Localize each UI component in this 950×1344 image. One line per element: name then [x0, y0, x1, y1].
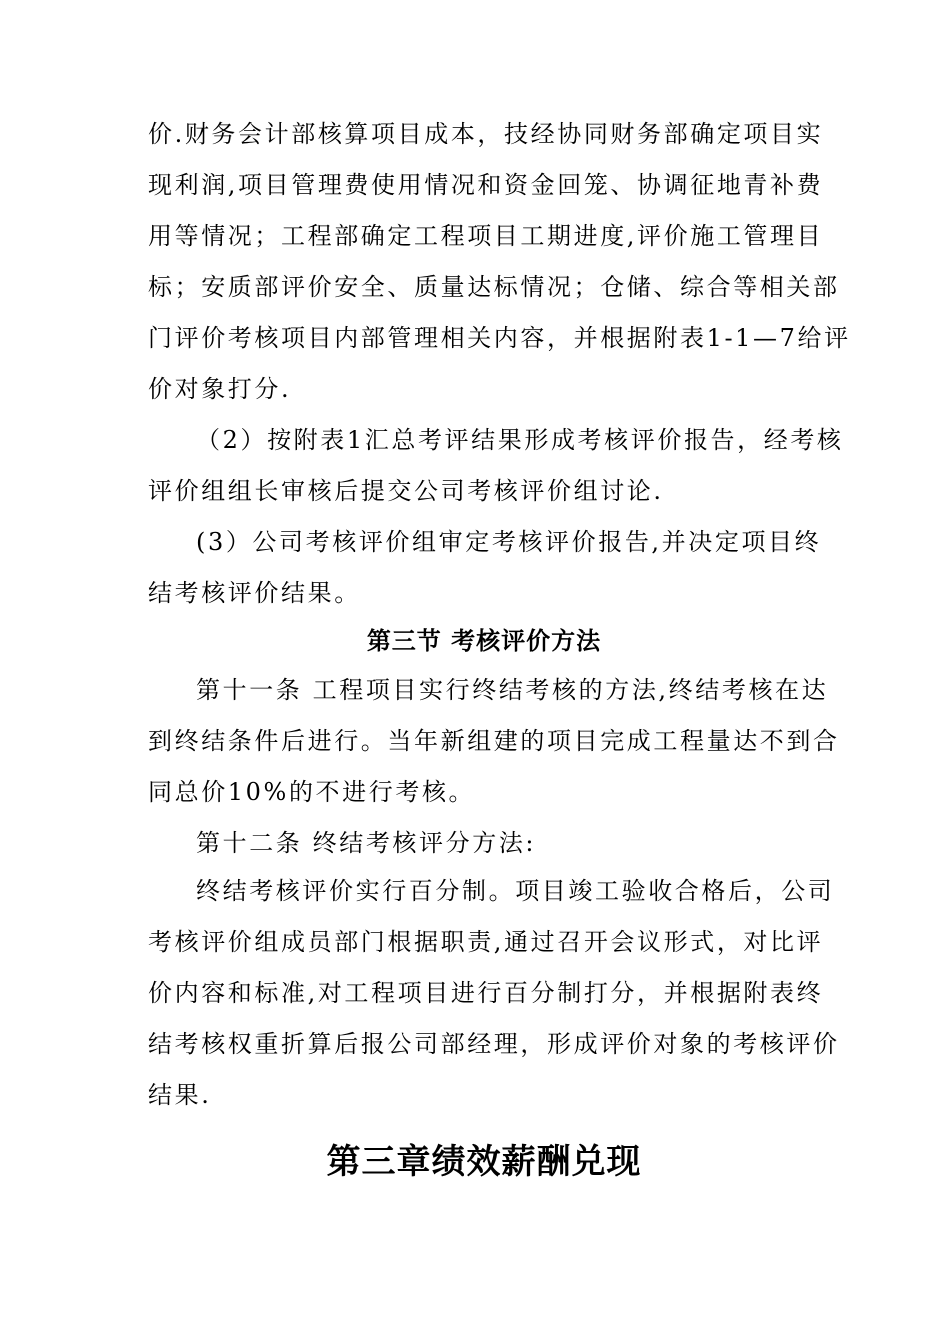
text-line: 考核评价组成员部门根据职责,通过召开会议形式，对比评 [148, 928, 824, 956]
text-line: 价.财务会计部核算项目成本，技经协同财务部确定项目实 [148, 120, 824, 148]
text-line: 第十二条 终结考核评分方法: [196, 829, 537, 857]
text-line: 评价组组长审核后提交公司考核评价组讨论. [148, 477, 664, 505]
text-line: 标；安质部评价安全、质量达标情况；仓储、综合等相关部 [148, 273, 840, 301]
text-line: 终结考核评价实行百分制。项目竣工验收合格后，公司 [196, 877, 835, 905]
text-line: （2）按附表1汇总考评结果形成考核评价报告，经考核 [196, 426, 844, 454]
text-line: 结考核权重折算后报公司部经理，形成评价对象的考核评价 [148, 1030, 840, 1058]
text-line: 同总价10%的不进行考核。 [148, 778, 476, 806]
text-line: 价内容和标准,对工程项目进行百分制打分，并根据附表终 [148, 979, 824, 1007]
text-line: 用等情况；工程部确定工程项目工期进度,评价施工管理目 [148, 222, 824, 250]
text-line: 到终结条件后进行。当年新组建的项目完成工程量达不到合 [148, 727, 840, 755]
text-line: 结果. [148, 1081, 212, 1109]
text-line: 价对象打分. [148, 375, 292, 403]
chapter-title: 第三章绩效薪酬兑现 [326, 1142, 642, 1182]
text-line: 现利润,项目管理费使用情况和资金回笼、协调征地青补费 [148, 171, 824, 199]
text-line: 第十一条 工程项目实行终结考核的方法,终结考核在达 [196, 676, 829, 704]
text-line: 门评价考核项目内部管理相关内容，并根据附表1-1—7给评 [148, 324, 851, 352]
text-line: (3）公司考核评价组审定考核评价报告,并决定项目终 [196, 528, 822, 556]
section-title: 第三节 考核评价方法 [366, 627, 602, 655]
text-line: 结考核评价结果。 [148, 579, 361, 607]
